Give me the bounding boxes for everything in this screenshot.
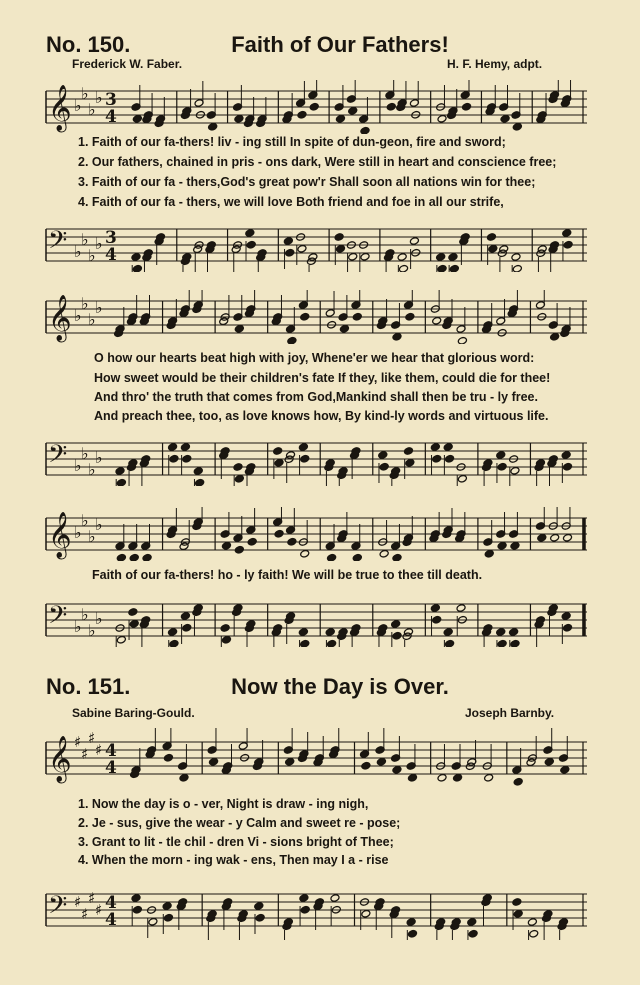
- note-icon: [282, 918, 293, 940]
- bass-staff: [44, 880, 589, 940]
- hymn-150-header: [0, 30, 640, 60]
- flat-icon: ♭: [74, 617, 82, 636]
- lyric-line: 1. Faith of our fa-thers! liv - ing still In spite of dun-geon, fire and sword;: [78, 135, 506, 149]
- note-icon: [299, 894, 310, 926]
- note-icon: [486, 233, 497, 265]
- lyricist-credit: Sabine Baring-Gould.: [72, 706, 195, 720]
- note-icon: [233, 463, 244, 486]
- note-icon: [166, 508, 177, 538]
- composer-credit: H. F. Hemy, adpt.: [447, 57, 543, 71]
- sharp-icon: ♯: [74, 893, 82, 911]
- note-icon: [205, 241, 216, 272]
- lyric-line: 4. When the morn - ing wak - ens, Then may I a - rise: [78, 853, 389, 867]
- note-icon: [271, 295, 282, 325]
- lyric-line: And preach thee, too, as love knows how, By kind-ly words and virtuous life.: [94, 409, 549, 423]
- note-icon: [443, 628, 454, 647]
- flat-icon: ♭: [74, 96, 82, 115]
- note-icon: [142, 249, 153, 272]
- note-icon: [509, 628, 520, 647]
- note-icon: [442, 299, 453, 329]
- note-icon: [450, 918, 461, 940]
- note-icon: [298, 628, 309, 647]
- hymn-number: No. 151.: [46, 674, 131, 699]
- note-icon: [221, 744, 232, 774]
- note-icon: [482, 624, 493, 647]
- flat-icon: ♭: [74, 242, 82, 261]
- note-icon: [507, 290, 518, 317]
- bass-clef-icon: 𝄢: [48, 601, 68, 636]
- treble-staff: [44, 507, 589, 561]
- note-icon: [430, 290, 441, 325]
- note-icon: [376, 624, 387, 647]
- note-icon: [436, 253, 447, 272]
- note-icon: [496, 299, 507, 337]
- flat-icon: ♭: [88, 527, 96, 546]
- note-icon: [397, 253, 408, 272]
- note-icon: [535, 290, 546, 321]
- note-icon: [220, 624, 231, 647]
- note-icon: [271, 624, 282, 647]
- note-icon: [145, 728, 156, 758]
- note-icon: [459, 233, 470, 265]
- note-icon: [127, 459, 138, 486]
- lyric-line: 2. Our fathers, chained in pris - ons dark, Were still in heart and conscience free;: [78, 155, 557, 169]
- note-icon: [404, 447, 415, 479]
- note-icon: [534, 616, 545, 647]
- note-icon: [179, 520, 190, 550]
- note-icon: [193, 467, 204, 486]
- flat-icon: ♭: [81, 230, 89, 249]
- note-icon: [296, 233, 307, 265]
- note-icon: [374, 898, 385, 930]
- time-signature-icon: 3: [105, 228, 117, 248]
- note-icon: [351, 290, 362, 321]
- note-icon: [142, 93, 153, 123]
- note-icon: [233, 516, 244, 554]
- note-icon: [534, 459, 545, 486]
- note-icon: [543, 728, 554, 766]
- note-icon: [485, 85, 496, 115]
- sharp-icon: ♯: [81, 745, 89, 763]
- note-icon: [350, 624, 361, 647]
- note-icon: [496, 451, 507, 483]
- time-signature-icon: 4: [105, 758, 117, 778]
- note-icon: [406, 918, 417, 940]
- note-icon: [206, 910, 217, 940]
- note-icon: [536, 93, 547, 123]
- note-icon: [548, 241, 559, 272]
- note-icon: [547, 455, 558, 486]
- note-icon: [389, 906, 400, 938]
- composer-credit: Joseph Barnby.: [465, 706, 555, 720]
- sharp-icon: ♯: [81, 905, 89, 923]
- note-icon: [168, 443, 179, 475]
- time-signature-icon: 4: [105, 910, 117, 930]
- flat-icon: ♭: [81, 605, 89, 624]
- note-icon: [244, 620, 255, 647]
- note-icon: [237, 910, 248, 940]
- note-icon: [180, 612, 191, 644]
- note-icon: [430, 443, 441, 475]
- note-icon: [325, 628, 336, 647]
- treble-clef-icon: 𝄞: [48, 512, 72, 558]
- note-icon: [385, 80, 396, 111]
- note-icon: [147, 906, 158, 938]
- note-icon: [557, 918, 568, 940]
- note-icon: [192, 290, 203, 313]
- note-icon: [562, 229, 573, 261]
- note-icon: [511, 253, 522, 272]
- note-icon: [324, 459, 335, 486]
- note-icon: [376, 299, 387, 329]
- note-icon: [245, 229, 256, 261]
- bass-staff: [44, 432, 589, 486]
- note-icon: [496, 628, 507, 647]
- flat-icon: ♭: [95, 448, 103, 467]
- note-icon: [512, 748, 523, 786]
- note-icon: [252, 740, 263, 770]
- note-icon: [430, 604, 441, 636]
- note-icon: [434, 918, 445, 940]
- note-icon: [337, 628, 348, 647]
- bass-staff: [44, 218, 589, 272]
- note-icon: [179, 290, 190, 317]
- lyric-line: 2. Je - sus, give the wear - y Calm and sweet re - pose;: [78, 816, 401, 830]
- note-icon: [350, 447, 361, 479]
- note-icon: [402, 516, 413, 546]
- bass-staff: [44, 593, 589, 647]
- flat-icon: ♭: [81, 294, 89, 313]
- note-icon: [334, 233, 345, 265]
- note-icon: [409, 81, 420, 119]
- note-icon: [337, 467, 348, 486]
- flat-icon: ♭: [88, 460, 96, 479]
- treble-clef-icon: 𝄞: [48, 736, 72, 782]
- lyric-line: And thro' the truth that comes from God,Mankind shall then be tru - ly free.: [94, 390, 538, 404]
- sharp-icon: ♯: [74, 733, 82, 751]
- note-icon: [548, 507, 559, 542]
- note-icon: [542, 910, 553, 940]
- note-icon: [536, 245, 547, 272]
- note-icon: [391, 620, 402, 647]
- lyric-line: 1. Now the day is o - ver, Night is draw - ing nigh,: [78, 797, 369, 811]
- note-icon: [139, 616, 150, 647]
- note-icon: [307, 253, 318, 272]
- note-icon: [512, 898, 523, 930]
- note-icon: [560, 80, 571, 107]
- lyric-line: How sweet would be their children's fate If they, like them, could die for thee!: [94, 371, 551, 385]
- note-icon: [256, 249, 267, 272]
- note-icon: [360, 732, 371, 770]
- note-icon: [389, 467, 400, 486]
- flat-icon: ♭: [95, 88, 103, 107]
- hymn-number: No. 150.: [46, 32, 131, 57]
- treble-staff: [44, 728, 589, 788]
- note-icon: [154, 233, 165, 265]
- note-icon: [313, 898, 324, 930]
- flat-icon: ♭: [81, 84, 89, 103]
- flat-icon: ♭: [88, 100, 96, 119]
- note-icon: [296, 81, 307, 119]
- note-icon: [130, 748, 141, 778]
- flat-icon: ♭: [81, 444, 89, 463]
- note-icon: [527, 918, 538, 940]
- bass-clef-icon: 𝄢: [48, 891, 68, 926]
- note-icon: [561, 451, 572, 483]
- note-icon: [282, 93, 293, 123]
- note-icon: [561, 507, 572, 542]
- lyric-line: 3. Faith of our fa - thers,God's great pow'r Shall soon all nations win for thee;: [78, 175, 536, 189]
- note-icon: [346, 80, 357, 115]
- note-icon: [168, 628, 179, 647]
- note-icon: [162, 728, 173, 762]
- hymn-151-header: [0, 672, 640, 702]
- note-icon: [192, 507, 203, 530]
- note-icon: [308, 80, 319, 111]
- note-icon: [384, 249, 395, 272]
- flat-icon: ♭: [88, 246, 96, 265]
- note-icon: [443, 443, 454, 475]
- lyric-line: 4. Faith of our fa - thers, we will love Both friend and foe in all our strife,: [78, 195, 504, 209]
- note-icon: [115, 467, 126, 486]
- note-icon: [273, 447, 284, 479]
- bass-clef-icon: 𝄢: [48, 226, 68, 261]
- time-signature-icon: 4: [105, 741, 117, 761]
- note-icon: [180, 253, 191, 272]
- note-icon: [482, 459, 493, 486]
- note-icon: [448, 253, 459, 272]
- note-icon: [243, 97, 254, 127]
- note-icon: [207, 728, 218, 766]
- note-icon: [548, 80, 559, 103]
- note-icon: [404, 290, 415, 321]
- note-icon: [560, 307, 571, 337]
- note-icon: [180, 89, 191, 119]
- treble-clef-icon: 𝄞: [48, 85, 72, 131]
- note-icon: [298, 443, 309, 475]
- time-signature-icon: 4: [105, 893, 117, 913]
- flat-icon: ♭: [95, 609, 103, 628]
- note-icon: [273, 507, 284, 538]
- note-icon: [396, 81, 407, 111]
- note-icon: [162, 902, 173, 934]
- lyric-line: O how our hearts beat high with joy, Whene'er we hear that glorious word:: [94, 351, 535, 365]
- note-icon: [298, 290, 309, 321]
- hymn-title: Now the Day is Over.: [231, 674, 449, 699]
- note-icon: [497, 245, 508, 272]
- note-icon: [526, 736, 537, 766]
- note-icon: [127, 295, 138, 325]
- note-icon: [219, 295, 230, 325]
- note-icon: [337, 512, 348, 542]
- note-icon: [378, 451, 389, 483]
- note-icon: [467, 918, 478, 940]
- time-signature-icon: 4: [105, 107, 117, 127]
- note-icon: [238, 728, 249, 762]
- bass-clef-icon: 𝄢: [48, 440, 68, 475]
- note-icon: [139, 295, 150, 325]
- lyricist-credit: Frederick W. Faber.: [72, 57, 183, 71]
- hymn-title: Faith of Our Fathers!: [231, 32, 449, 57]
- note-icon: [128, 608, 139, 640]
- note-icon: [180, 443, 191, 475]
- note-icon: [221, 898, 232, 930]
- treble-staff: [44, 80, 589, 134]
- note-icon: [429, 512, 440, 542]
- note-icon: [460, 80, 471, 111]
- time-signature-icon: 4: [105, 245, 117, 265]
- treble-staff: [44, 290, 589, 344]
- note-icon: [219, 447, 230, 479]
- note-icon: [139, 455, 150, 486]
- note-icon: [176, 898, 187, 930]
- time-signature-icon: 3: [105, 90, 117, 110]
- flat-icon: ♭: [95, 515, 103, 534]
- sharp-icon: ♯: [95, 901, 103, 919]
- sharp-icon: ♯: [95, 741, 103, 759]
- sharp-icon: ♯: [88, 729, 96, 747]
- sharp-icon: ♯: [88, 889, 96, 907]
- flat-icon: ♭: [74, 306, 82, 325]
- note-icon: [114, 307, 125, 337]
- note-icon: [360, 898, 371, 930]
- note-icon: [375, 728, 386, 766]
- flat-icon: ♭: [74, 523, 82, 542]
- flat-icon: ♭: [81, 511, 89, 530]
- flat-icon: ♭: [88, 621, 96, 640]
- note-icon: [455, 512, 466, 542]
- note-icon: [244, 290, 255, 317]
- note-icon: [561, 612, 572, 644]
- lyric-line: 3. Grant to lit - tle chil - dren Vi - sions bright of Thee;: [78, 835, 394, 849]
- note-icon: [286, 508, 297, 546]
- treble-clef-icon: 𝄞: [48, 295, 72, 341]
- note-icon: [456, 463, 467, 486]
- note-icon: [244, 463, 255, 486]
- note-icon: [298, 732, 309, 762]
- note-icon: [283, 728, 294, 766]
- note-icon: [482, 303, 493, 333]
- note-icon: [154, 97, 165, 127]
- note-icon: [283, 237, 294, 269]
- flat-icon: ♭: [95, 298, 103, 317]
- note-icon: [447, 89, 458, 119]
- note-icon: [194, 81, 205, 119]
- note-icon: [535, 507, 546, 542]
- note-icon: [325, 291, 336, 329]
- note-icon: [166, 299, 177, 329]
- note-icon: [115, 624, 126, 647]
- lyric-line: Faith of our fa-thers! ho - ly faith! We will be true to thee till death.: [92, 568, 483, 582]
- note-icon: [402, 628, 413, 647]
- note-icon: [131, 253, 142, 272]
- note-icon: [329, 728, 340, 758]
- flat-icon: ♭: [95, 234, 103, 253]
- note-icon: [313, 736, 324, 766]
- flat-icon: ♭: [88, 310, 96, 329]
- note-icon: [256, 97, 267, 127]
- note-icon: [246, 508, 257, 546]
- flat-icon: ♭: [74, 456, 82, 475]
- note-icon: [254, 902, 265, 934]
- note-icon: [131, 894, 142, 926]
- note-icon: [442, 508, 453, 538]
